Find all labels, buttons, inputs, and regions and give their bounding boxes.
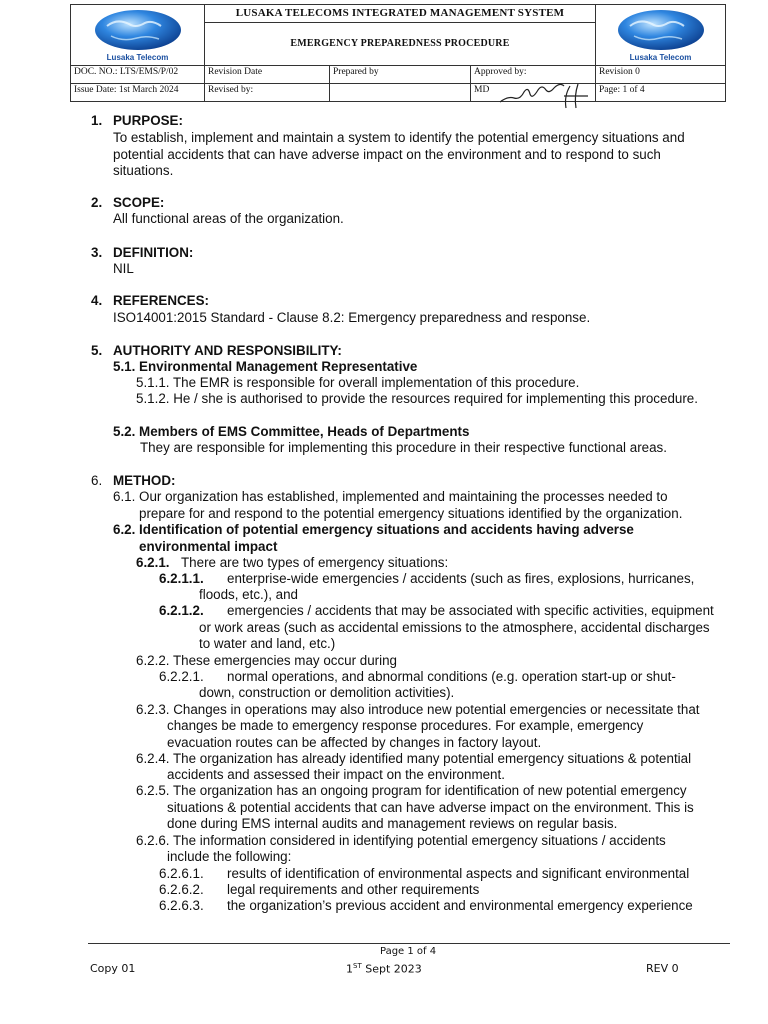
footer-date-day: 1 xyxy=(346,962,353,976)
paragraph-line: 6.2.4. The organization has already identified many potential emergency situations & potential xyxy=(136,751,692,766)
paragraph-line: evacuation routes can be affected by changes in factory layout. xyxy=(167,735,542,750)
item-number: 6.2.6.1. xyxy=(159,866,204,881)
revision-date-label: Revision Date xyxy=(205,66,330,84)
page-number: Page: 1 of 4 xyxy=(596,84,726,102)
paragraph-line: 6.1. Our organization has established, implemented and maintaining the processes needed to xyxy=(113,489,668,504)
section-title-scope: SCOPE: xyxy=(113,195,165,210)
paragraph-line: 6.2.2. These emergencies may occur during xyxy=(136,653,398,668)
logo-right xyxy=(596,5,726,66)
title-cell xyxy=(205,5,596,66)
paragraph-line: results of identification of environmental aspects and significant environmental xyxy=(227,866,690,881)
paragraph-line: down, construction or demolition activities). xyxy=(199,685,455,700)
item-number: 6.2.6.2. xyxy=(159,882,204,897)
paragraph-line: There are two types of emergency situations: xyxy=(181,555,449,570)
item-number: 6.2.1.1. xyxy=(159,571,204,586)
item-number: 6.2.1. xyxy=(136,555,170,570)
system-name: LUSAKA TELECOMS INTEGRATED MANAGEMENT SYSTEM xyxy=(205,5,595,23)
globe-logo-icon xyxy=(616,8,706,52)
md-label: MD xyxy=(471,84,596,102)
paragraph-line: floods, etc.), and xyxy=(199,587,298,602)
footer-date xyxy=(346,962,422,976)
section-number: 4. xyxy=(91,293,103,308)
paragraph-line: done during EMS internal audits and management reviews on regular basis. xyxy=(167,816,618,831)
footer-date-suffix: ST xyxy=(353,962,362,970)
item-number: 6.2.2.1. xyxy=(159,669,204,684)
section-number: 6. xyxy=(91,473,103,488)
logo-left-text: Lusaka Telecom xyxy=(106,53,169,62)
signature-icon xyxy=(478,82,598,110)
footer-page-number: Page 1 of 4 xyxy=(380,946,437,957)
item-number: 6.2.1.2. xyxy=(159,603,204,618)
section-title-references: REFERENCES: xyxy=(113,293,209,308)
paragraph-line: accidents and assessed their impact on the environment. xyxy=(167,767,505,782)
footer-copy: Copy 01 xyxy=(90,962,136,975)
paragraph-line: 6.2.6. The information considered in identifying potential emergency situations / accidents xyxy=(136,833,666,848)
section-title-definition: DEFINITION: xyxy=(113,245,194,260)
section-title-method: METHOD: xyxy=(113,473,176,488)
paragraph-line: NIL xyxy=(113,261,134,276)
section-number: 5. xyxy=(91,343,103,358)
paragraph-line: 6.2.3. Changes in operations may also introduce new potential emergencies or necessitate that xyxy=(136,702,700,717)
revised-by-label: Revised by: xyxy=(205,84,330,102)
paragraph-line: All functional areas of the organization. xyxy=(113,211,344,226)
subsection-title: 5.1. Environmental Management Representative xyxy=(113,359,418,374)
paragraph-line: 6.2.5. The organization has an ongoing program for identification of new potential emergency xyxy=(136,783,687,798)
logo-left xyxy=(71,5,205,66)
paragraph-line: emergencies / accidents that may be associated with specific activities, equipment xyxy=(227,603,714,618)
paragraph-line: 5.1.2. He / she is authorised to provide the resources required for implementing this procedure. xyxy=(136,391,698,406)
paragraph-line: potential accidents that can have adverse impact on the environment and to respond to such xyxy=(113,147,661,162)
subsection-title: environmental impact xyxy=(139,539,278,554)
paragraph-line: They are responsible for implementing this procedure in their respective functional areas. xyxy=(140,440,667,455)
paragraph-line: legal requirements and other requirements xyxy=(227,882,480,897)
section-number: 2. xyxy=(91,195,103,210)
subsection-title: 6.2. Identification of potential emergency situations and accidents having adverse xyxy=(113,522,634,537)
subsection-title: 5.2. Members of EMS Committee, Heads of Departments xyxy=(113,424,470,439)
section-title-purpose: PURPOSE: xyxy=(113,113,183,128)
globe-logo-icon xyxy=(93,8,183,52)
paragraph-line: situations & potential accidents that can have adverse impact on the environment. This is xyxy=(167,800,694,815)
section-number: 3. xyxy=(91,245,103,260)
approved-by-label: Approved by: xyxy=(471,66,596,84)
paragraph-line: enterprise-wide emergencies / accidents (such as fires, explosions, hurricanes, xyxy=(227,571,695,586)
prepared-by-label: Prepared by xyxy=(330,66,471,84)
document-header xyxy=(70,4,725,114)
prepared-by-value xyxy=(330,84,471,102)
section-title-authority: AUTHORITY AND RESPONSIBILITY: xyxy=(113,343,342,358)
paragraph-line: or work areas (such as accidental emissions to the atmosphere, accidental discharges xyxy=(199,620,710,635)
item-number: 6.2.6.3. xyxy=(159,898,204,913)
doc-number: DOC. NO.: LTS/EMS/P/02 xyxy=(71,66,205,84)
paragraph-line: to water and land, etc.) xyxy=(199,636,336,651)
paragraph-line: prepare for and respond to the potential emergency situations identified by the organization. xyxy=(139,506,683,521)
paragraph-line: include the following: xyxy=(167,849,292,864)
procedure-title: EMERGENCY PREPAREDNESS PROCEDURE xyxy=(290,38,510,49)
paragraph-line: situations. xyxy=(113,163,174,178)
paragraph-line: normal operations, and abnormal conditions (e.g. operation start-up or shut- xyxy=(227,669,676,684)
paragraph-line: the organization’s previous accident and environmental emergency experience xyxy=(227,898,693,913)
paragraph-line: ISO14001:2015 Standard - Clause 8.2: Emergency preparedness and response. xyxy=(113,310,591,325)
logo-right-text: Lusaka Telecom xyxy=(629,53,692,62)
issue-date: Issue Date: 1st March 2024 xyxy=(71,84,205,102)
footer-revision: REV 0 xyxy=(646,962,679,975)
revision-number: Revision 0 xyxy=(596,66,726,84)
section-number: 1. xyxy=(91,113,103,128)
footer-divider xyxy=(88,943,730,944)
paragraph-line: 5.1.1. The EMR is responsible for overall implementation of this procedure. xyxy=(136,375,580,390)
paragraph-line: To establish, implement and maintain a system to identify the potential emergency situations and xyxy=(113,130,685,145)
footer-date-rest: Sept 2023 xyxy=(361,962,422,976)
paragraph-line: changes be made to emergency response procedures. For example, emergency xyxy=(167,718,644,733)
